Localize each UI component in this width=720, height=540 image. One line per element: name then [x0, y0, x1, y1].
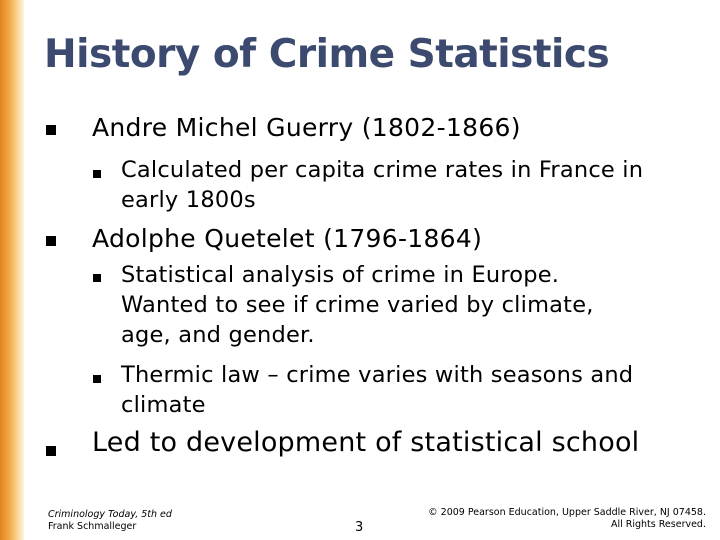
bullet-text-guerry: Andre Michel Guerry (1802-1866)	[92, 113, 521, 142]
footer-book-title: Criminology Today, 5th ed	[48, 509, 172, 520]
sub-bullet-line: Thermic law – crime varies with seasons and	[121, 362, 634, 388]
sub-bullet-line: Statistical analysis of crime in Europe.	[121, 262, 560, 288]
page-number: 3	[355, 520, 364, 535]
sub-bullet-line: Calculated per capita crime rates in France in	[121, 157, 644, 183]
footer-copyright	[428, 507, 706, 531]
sub-bullet-line: early 1800s	[121, 187, 256, 213]
sub-bullet-line: climate	[121, 392, 206, 418]
footer-copyright-line: All Rights Reserved.	[610, 519, 706, 530]
sub-bullet-text	[121, 360, 633, 420]
footer-copyright-line: © 2009 Pearson Education, Upper Saddle River, NJ 07458.	[428, 507, 706, 518]
sub-bullet-marker	[93, 170, 101, 178]
bullet-marker	[46, 446, 56, 456]
decorative-left-bar	[0, 0, 24, 540]
sub-bullet-text	[121, 155, 643, 215]
slide-title: History of Crime Statistics	[44, 32, 610, 77]
sub-bullet-line: Wanted to see if crime varied by climate,	[121, 292, 594, 318]
sub-bullet-text	[121, 260, 594, 350]
bullet-marker	[46, 125, 56, 135]
bullet-text-statistical-school: Led to development of statistical school	[92, 427, 640, 458]
bullet-text-quetelet: Adolphe Quetelet (1796-1864)	[92, 224, 483, 253]
bullet-marker	[46, 236, 56, 246]
sub-bullet-line: age, and gender.	[121, 322, 315, 348]
footer-author: Frank Schmalleger	[48, 521, 137, 532]
sub-bullet-marker	[93, 375, 101, 383]
sub-bullet-marker	[93, 274, 101, 282]
